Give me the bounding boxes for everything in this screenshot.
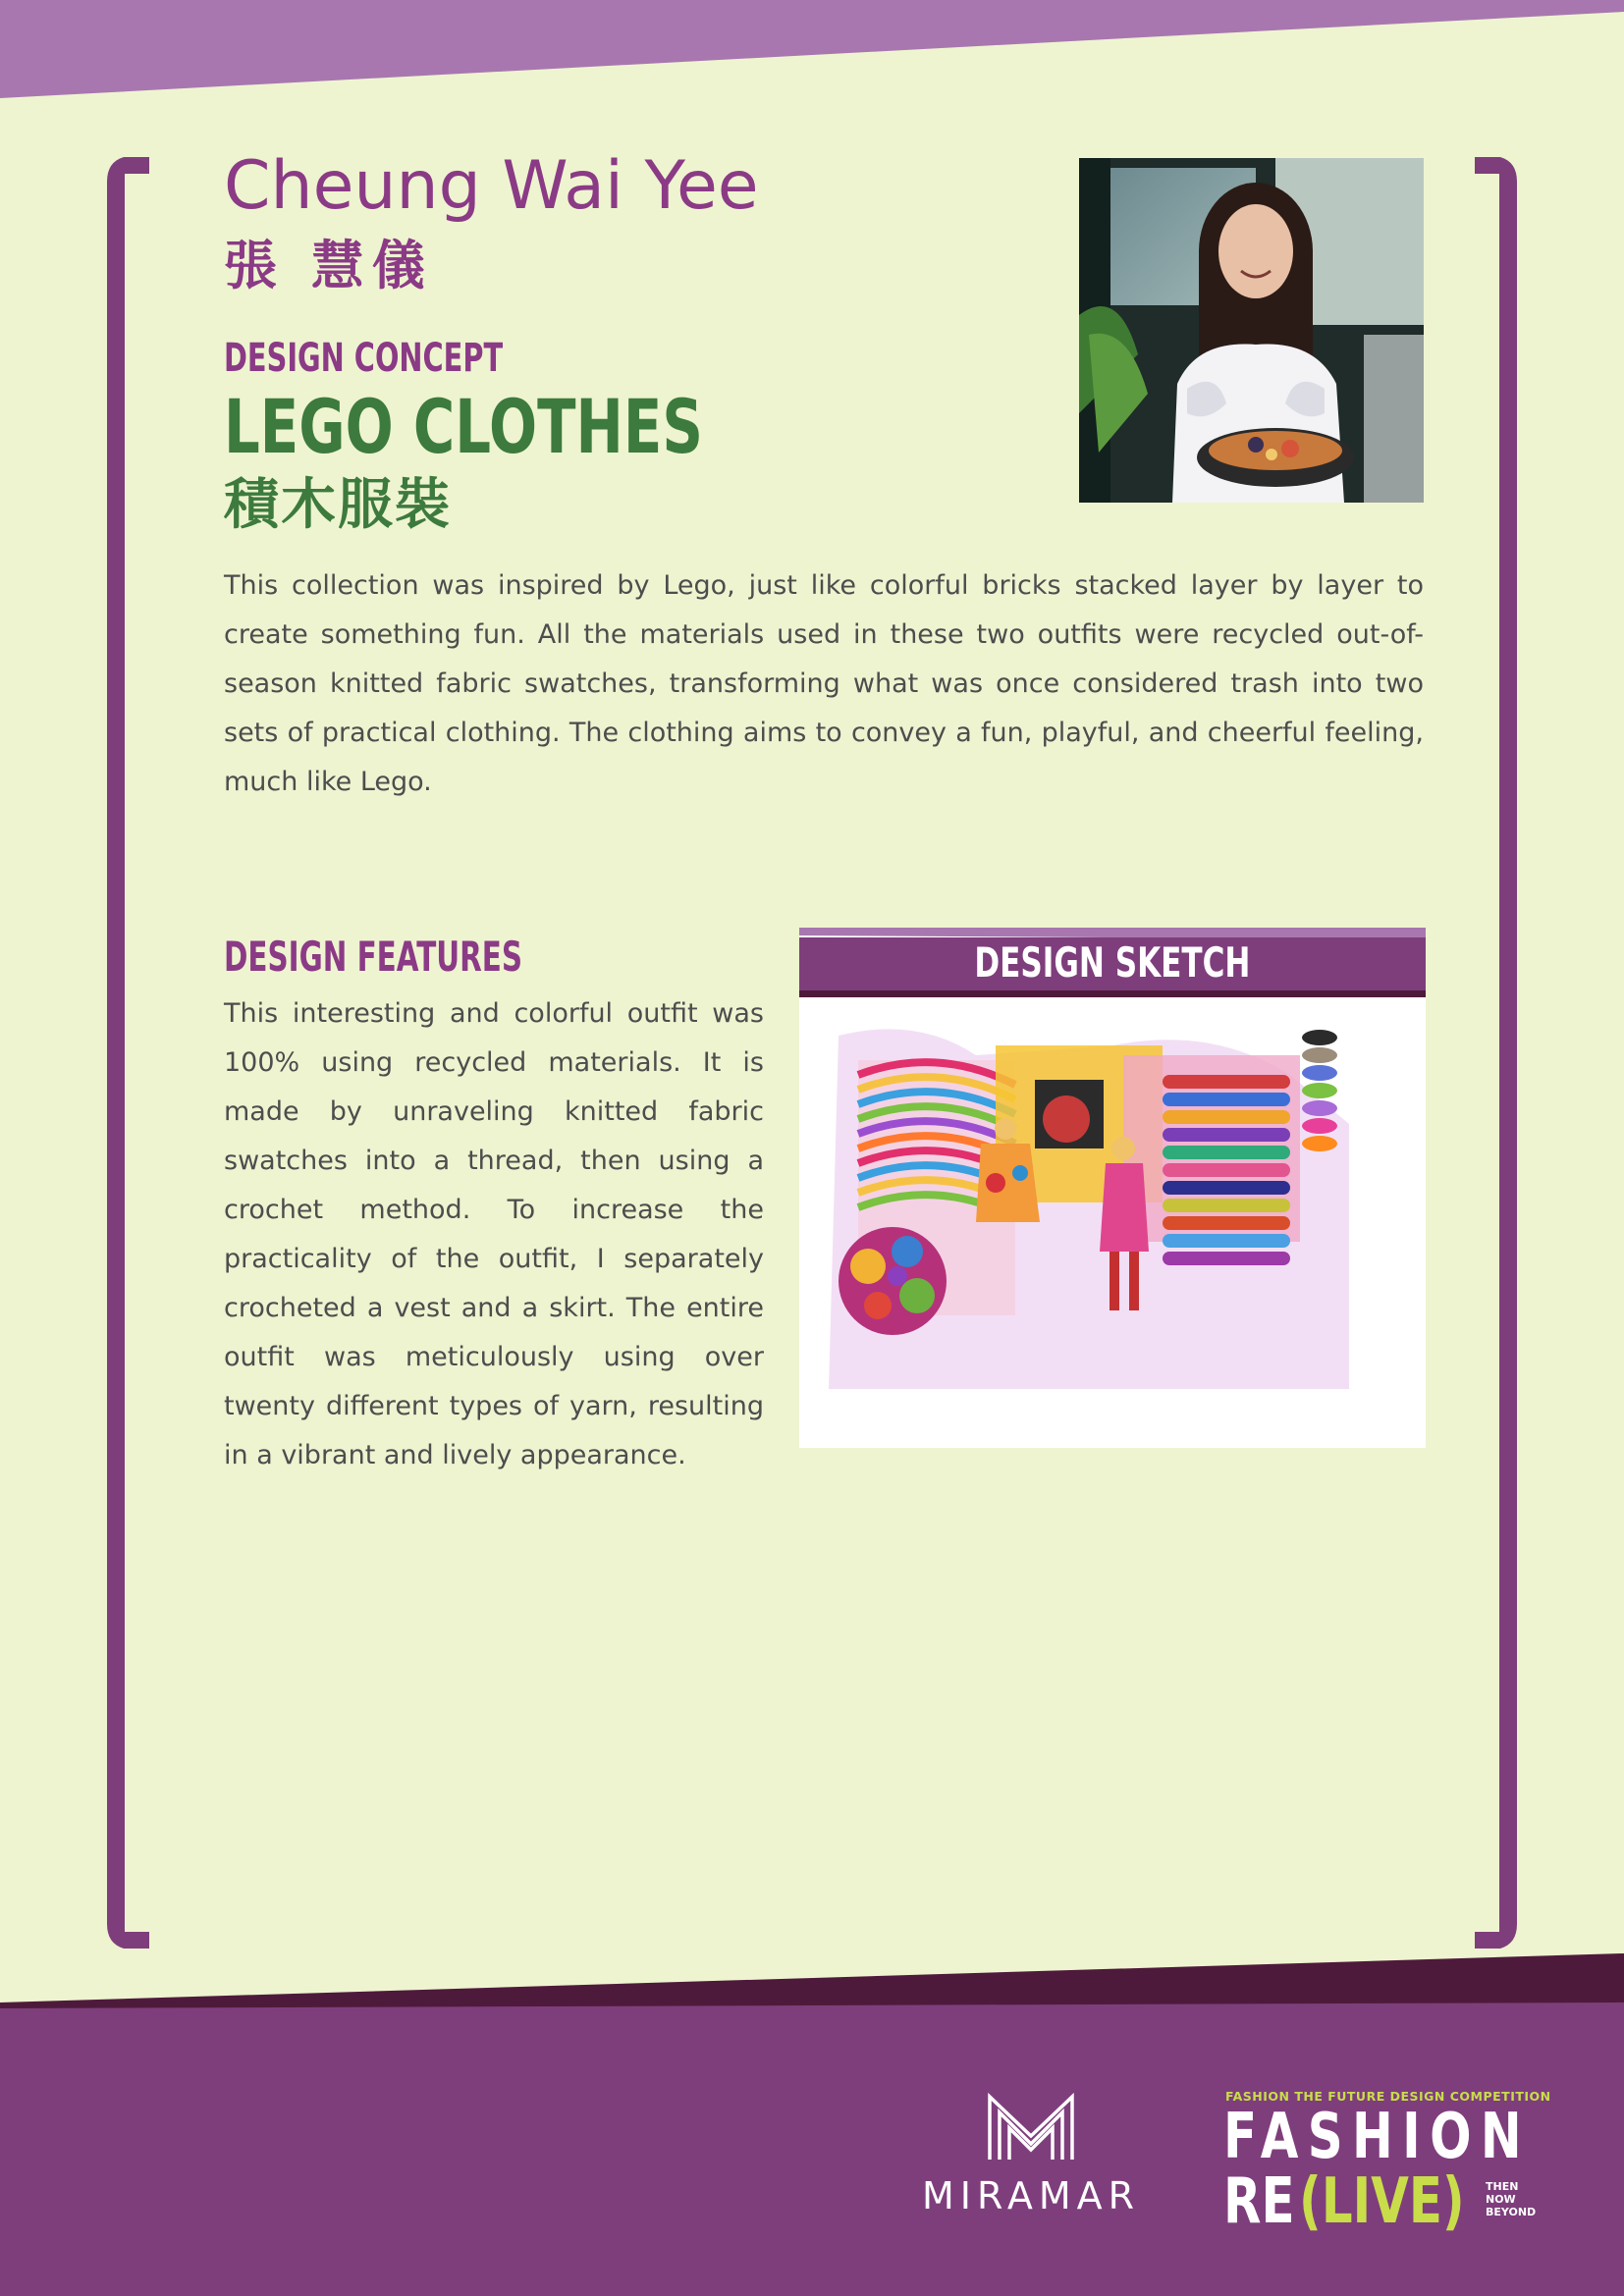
designer-portrait-photo — [1079, 158, 1424, 503]
designer-name-zh: 張 慧儀 — [224, 235, 433, 296]
yarn-ball-pile — [839, 1227, 947, 1335]
design-features-label: DESIGN FEATURES — [224, 933, 523, 981]
tagline-now: NOW — [1486, 2193, 1516, 2206]
design-sketch-title — [799, 938, 1426, 987]
miramar-wordmark: MIRAMAR — [921, 2174, 1141, 2217]
designer-name-en: Cheung Wai Yee — [224, 147, 759, 225]
concept-title-zh: 積木服裝 — [224, 473, 452, 537]
concept-title-en: LEGO CLOTHES — [224, 383, 703, 470]
design-sketch-panel — [799, 928, 1426, 1448]
fashion-wordmark: FASHION — [1223, 2101, 1532, 2173]
stacked-yarn-bundles — [1163, 1075, 1290, 1265]
tagline-beyond: BEYOND — [1486, 2206, 1537, 2218]
re-wordmark: RE — [1223, 2165, 1295, 2238]
features-description: This interesting and colorful outfit was 100% using recycled materials. It is made by unraveling knitted fabric swatches into a thread, then using a crochet method. To increase the practicality of the outfit, I separately crocheted a vest and a skirt. The entire outfit was meticulously using over twenty different types of yarn, resulting in a vibrant and lively appearance. — [224, 998, 764, 1470]
design-sketch-collage — [799, 928, 1426, 1448]
live-wordmark: (LIVE) — [1299, 2165, 1465, 2238]
competition-name: FASHION THE FUTURE DESIGN COMPETITION — [1225, 2089, 1551, 2104]
right-bracket — [1475, 157, 1517, 1949]
miramar-logo-icon — [982, 2089, 1080, 2163]
design-concept-label: DESIGN CONCEPT — [224, 336, 504, 381]
concept-description: This collection was inspired by Lego, just like colorful bricks stacked layer by layer to create something fun. All the materials used in these two outfits were recycled out-of-season knitted fabric swatches, transforming what was once considered trash into two sets of practical clothing. The clothing aims to convey a fun, playful, and cheerful feeling, much like Lego. — [224, 570, 1424, 797]
top-band — [0, 0, 1624, 98]
design-sketch-title-text: DESIGN SKETCH — [974, 938, 1251, 987]
left-bracket — [107, 157, 149, 1949]
tagline-then: THEN — [1486, 2180, 1519, 2193]
